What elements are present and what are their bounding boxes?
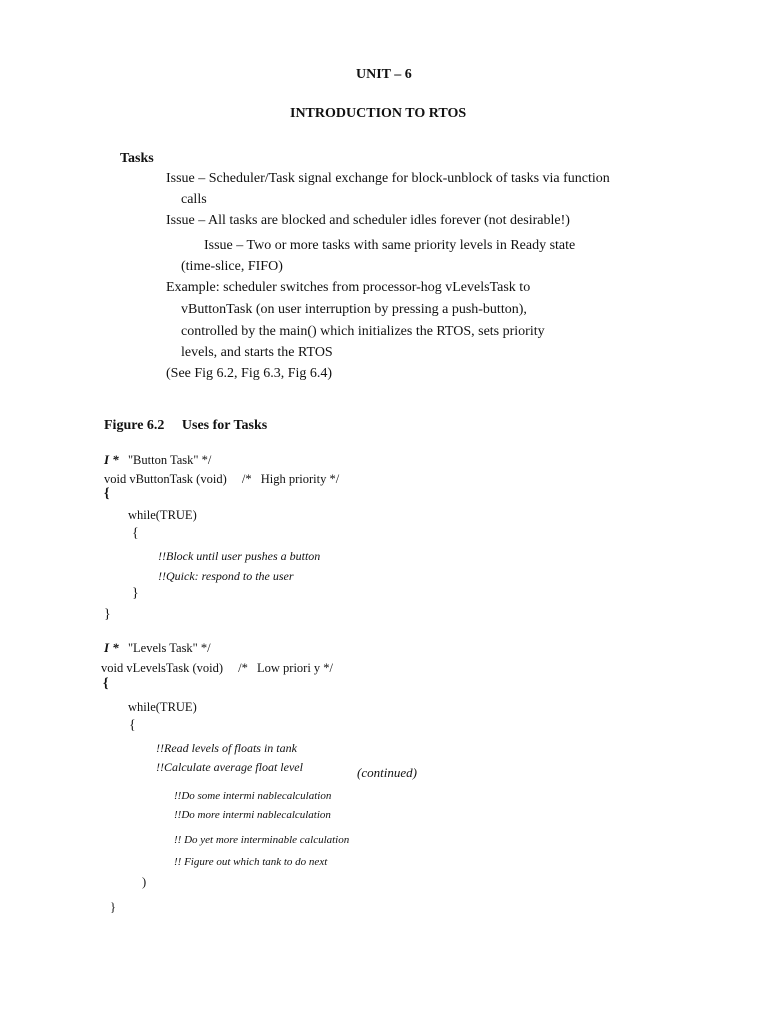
- list-item-text: (See Fig 6.2, Fig 6.3, Fig 6.4): [166, 366, 333, 381]
- section-title: Tasks: [120, 151, 154, 166]
- comment-text: "Button Task" */: [127, 453, 212, 467]
- code-line-comment: [104, 640, 211, 656]
- code-brace: {: [132, 526, 139, 541]
- code-comment: !!Do more intermi nablecalculation: [174, 809, 331, 821]
- tasks-heading-row: [114, 149, 154, 167]
- code-line-comment: [104, 452, 211, 468]
- list-item-continuation: calls: [181, 192, 207, 207]
- page-title: INTRODUCTION TO RTOS: [290, 106, 467, 121]
- figure-label: Figure 6.2: [104, 418, 165, 433]
- list-item-continuation: controlled by the main() which initializes the RTOS, sets priority: [181, 324, 545, 339]
- list-item: [160, 171, 610, 187]
- list-item-text: Example: scheduler switches from processor-hog vLevelsTask to: [166, 280, 531, 295]
- code-brace: {: [103, 676, 109, 691]
- list-item: [160, 213, 570, 229]
- code-line-signature: [104, 472, 339, 487]
- figure-title: Uses for Tasks: [181, 418, 268, 433]
- code-brace: }: [110, 900, 116, 914]
- unit-label: UNIT – 6: [356, 67, 412, 82]
- function-signature: void vButtonTask (void): [104, 472, 227, 486]
- code-brace: ): [142, 875, 147, 889]
- list-item-continuation: vButtonTask (on user interruption by pressing a push-button),: [181, 302, 527, 317]
- list-item: [160, 280, 530, 296]
- comment-text: "Levels Task" */: [127, 641, 211, 655]
- code-comment: !!Calculate average float level: [156, 760, 303, 774]
- code-comment: !!Block until user pushes a button: [158, 549, 321, 563]
- list-item: [160, 366, 332, 382]
- continued-note: (continued): [357, 765, 417, 780]
- list-item-continuation: levels, and starts the RTOS: [181, 345, 333, 360]
- figure-caption: [104, 418, 267, 434]
- comment-open: /*: [238, 661, 248, 675]
- code-brace: }: [132, 586, 139, 601]
- code-while: while(TRUE): [128, 700, 197, 714]
- code-brace: }: [104, 607, 111, 622]
- comment-open: I *: [104, 640, 119, 655]
- code-comment: !!Read levels of floats in tank: [156, 741, 297, 755]
- list-item-continuation: (time-slice, FIFO): [181, 259, 283, 274]
- list-item-text: Issue – All tasks are blocked and scheduler idles forever (not desirable!): [166, 213, 570, 228]
- code-comment: !!Quick: respond to the user: [158, 569, 294, 583]
- code-line-signature: [101, 661, 333, 676]
- list-item: [198, 238, 575, 254]
- code-comment: !! Do yet more interminable calculation: [174, 834, 350, 846]
- code-comment: !! Figure out which tank to do next: [174, 856, 328, 868]
- comment-open: I *: [104, 452, 119, 467]
- priority-comment: Low priori y */: [257, 661, 334, 675]
- priority-comment: High priority */: [260, 472, 340, 486]
- function-signature: void vLevelsTask (void): [101, 661, 224, 675]
- code-comment: !!Do some intermi nablecalculation: [174, 790, 332, 802]
- list-item-text: Issue – Two or more tasks with same priority levels in Ready state: [204, 238, 576, 253]
- code-brace: {: [104, 486, 110, 501]
- comment-open: /*: [241, 472, 252, 486]
- code-brace: {: [129, 718, 136, 733]
- code-while: while(TRUE): [128, 508, 197, 522]
- list-item-text: Issue – Scheduler/Task signal exchange for block-unblock of tasks via function: [166, 171, 610, 186]
